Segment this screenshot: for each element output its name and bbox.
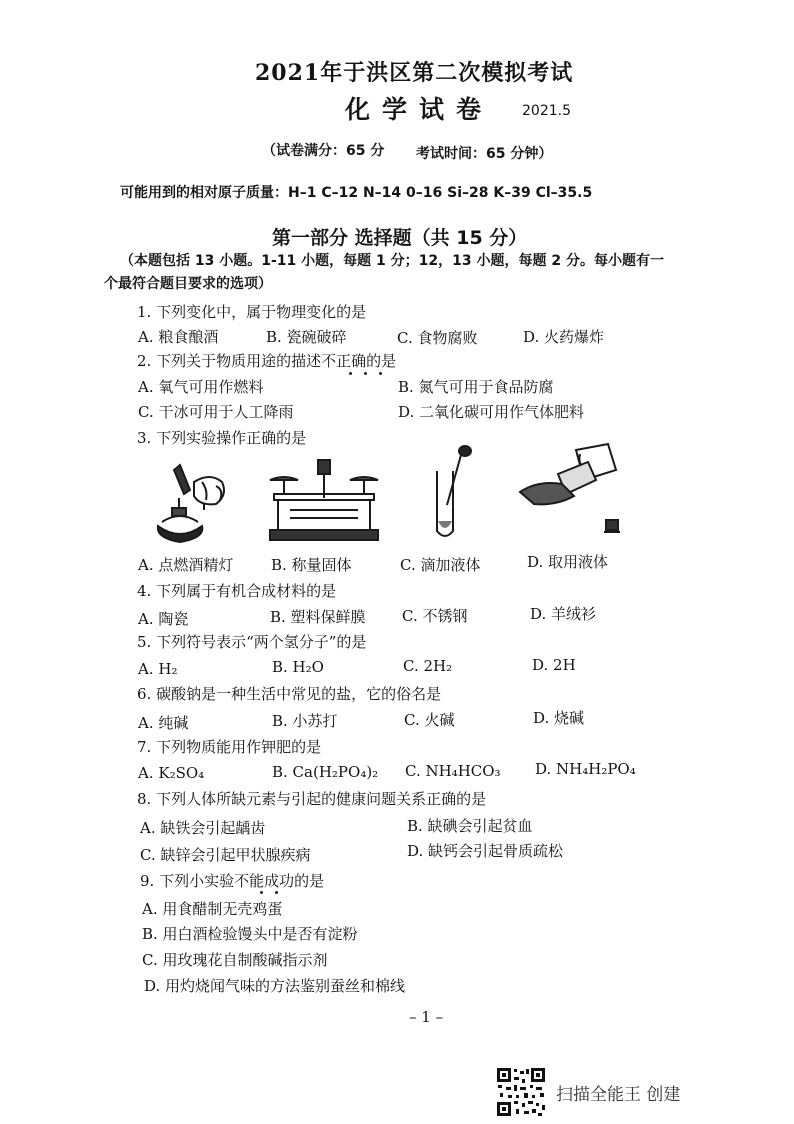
emphasis-dot: [379, 372, 382, 375]
exam-time: 考试时间：65 分钟）: [416, 146, 553, 162]
qr-code-icon: [496, 1067, 546, 1117]
q7-option-d: D. NH₄H₂PO₄: [535, 760, 636, 778]
q8-option-a: A. 缺铁会引起龋齿: [140, 819, 266, 837]
balance-weighing-figure: [264, 458, 384, 543]
section-intro-line1: （本题包括 13 小题。1-11 小题，每题 1 分；12，13 小题，每题 2 分。每小题有一: [120, 253, 664, 269]
question-5-stem: 5. 下列符号表示“两个氢分子”的是: [137, 633, 367, 651]
alcohol-lamp-lighting-figure: [150, 460, 245, 545]
section-intro-line2: 个最符合题目要求的选项）: [104, 276, 272, 292]
q1-option-a: A. 粮食酿酒: [138, 328, 219, 346]
q4-option-d: D. 羊绒衫: [530, 605, 597, 623]
q6-option-b: B. 小苏打: [272, 712, 338, 730]
full-score: （试卷满分：65 分: [262, 143, 385, 159]
q8-option-d: D. 缺钙会引起骨质疏松: [407, 842, 564, 860]
q9-option-c: C. 用玫瑰花自制酸碱指示剂: [142, 951, 328, 969]
q8-option-b: B. 缺碘会引起贫血: [407, 817, 533, 835]
exam-title: 2021年于洪区第二次模拟考试: [255, 60, 574, 86]
q7-option-a: A. K₂SO₄: [138, 764, 205, 782]
q9-option-a: A. 用食醋制无壳鸡蛋: [142, 900, 283, 918]
scanner-watermark: 扫描全能王 创建: [556, 1085, 681, 1105]
q5-option-c: C. 2H₂: [403, 657, 453, 675]
q7-option-c: C. NH₄HCO₃: [405, 762, 501, 780]
q8-option-c: C. 缺锌会引起甲状腺疾病: [140, 846, 311, 864]
emphasis-dot: [260, 891, 263, 894]
section-title: 第一部分 选择题（共 15 分）: [272, 227, 528, 249]
q1-option-d: D. 火药爆炸: [523, 328, 605, 346]
question-9-stem: 9. 下列小实验不能成功的是: [140, 872, 325, 890]
q2-option-c: C. 干冰可用于人工降雨: [138, 403, 294, 421]
q2-option-b: B. 氮气可用于食品防腐: [398, 378, 554, 396]
q6-option-a: A. 纯碱: [138, 714, 189, 732]
exam-date: 2021.5: [522, 103, 571, 119]
emphasis-dot: [275, 891, 278, 894]
question-6-stem: 6. 碳酸钠是一种生活中常见的盐，它的俗名是: [137, 685, 442, 703]
q7-option-b: B. Ca(H₂PO₄)₂: [272, 763, 379, 781]
q3-option-b: B. 称量固体: [271, 556, 352, 574]
q6-option-c: C. 火碱: [404, 711, 455, 729]
q9-option-d: D. 用灼烧闻气味的方法鉴别蚕丝和棉线: [144, 977, 406, 995]
q3-option-c: C. 滴加液体: [400, 556, 481, 574]
emphasis-dot: [349, 372, 352, 375]
q4-option-b: B. 塑料保鲜膜: [270, 608, 366, 626]
question-1-stem: 1. 下列变化中，属于物理变化的是: [137, 303, 367, 321]
q3-option-d: D. 取用液体: [527, 553, 609, 571]
q6-option-d: D. 烧碱: [533, 709, 585, 727]
q9-option-b: B. 用白酒检验馒头中是否有淀粉: [142, 925, 358, 943]
question-8-stem: 8. 下列人体所缺元素与引起的健康问题关系正确的是: [137, 790, 487, 808]
question-2-stem: 2. 下列关于物质用途的描述不正确的是: [137, 352, 397, 370]
q1-option-c: C. 食物腐败: [397, 329, 478, 347]
pouring-liquid-figure: [518, 440, 628, 540]
question-7-stem: 7. 下列物质能用作钾肥的是: [137, 738, 322, 756]
q2-option-a: A. 氧气可用作燃料: [138, 378, 264, 396]
question-4-stem: 4. 下列属于有机合成材料的是: [137, 582, 337, 600]
q2-option-d: D. 二氧化碳可用作气体肥料: [398, 403, 585, 421]
atomic-masses: 可能用到的相对原子质量：H–1 C–12 N–14 0–16 Si–28 K–39 Cl–35.5: [120, 185, 593, 201]
q5-option-d: D. 2H: [532, 656, 576, 674]
q4-option-a: A. 陶瓷: [138, 610, 189, 628]
q4-option-c: C. 不锈钢: [402, 607, 468, 625]
dropper-adding-liquid-figure: [425, 443, 475, 543]
q1-option-b: B. 瓷碗破碎: [266, 328, 347, 346]
question-3-stem: 3. 下列实验操作正确的是: [137, 429, 307, 447]
subject-title: 化学试卷: [345, 95, 494, 124]
page-number: – 1 –: [409, 1008, 444, 1026]
emphasis-dot: [364, 372, 367, 375]
q5-option-b: B. H₂O: [272, 658, 324, 676]
q3-option-a: A. 点燃酒精灯: [138, 556, 234, 574]
q5-option-a: A. H₂: [138, 660, 178, 678]
